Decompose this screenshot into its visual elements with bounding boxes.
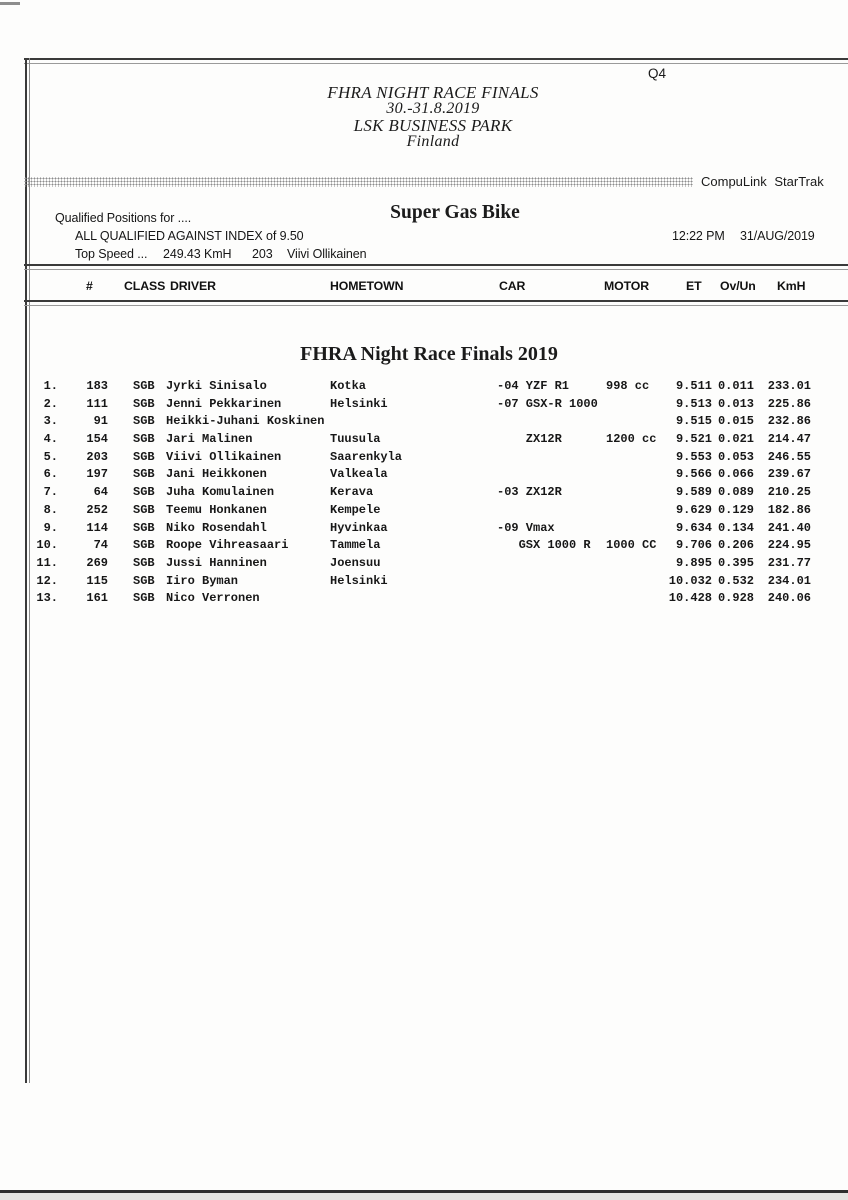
cell-position: 4. xyxy=(43,432,58,447)
table-row xyxy=(0,450,848,468)
col-header-et: ET xyxy=(686,279,702,293)
cell-class: SGB xyxy=(133,414,155,429)
cell-et: 9.566 xyxy=(675,467,712,482)
cell-ovun: 0.011 xyxy=(717,379,754,393)
cell-ovun: 0.089 xyxy=(717,485,754,500)
cell-driver: Niko Rosendahl xyxy=(166,520,267,535)
cell-ovun: 0.395 xyxy=(717,555,754,570)
cell-driver: Jussi Hanninen xyxy=(166,555,267,570)
cell-hometown: Kotka xyxy=(330,379,367,393)
col-header-ovun: Ov/Un xyxy=(720,279,756,293)
round-label: Q4 xyxy=(648,66,667,81)
cell-car: -04 YZF R1 xyxy=(497,379,570,393)
cell-hometown: Tammela xyxy=(330,538,381,553)
cell-class: SGB xyxy=(133,449,155,464)
top-speed-holder-name: Viivi Ollikainen xyxy=(287,247,367,261)
cell-motor: 1200 cc xyxy=(606,432,657,447)
cell-ovun: 0.066 xyxy=(717,467,754,482)
col-header-kmh: KmH xyxy=(777,279,806,293)
cell-et: 10.428 xyxy=(668,591,712,606)
cell-ovun: 0.134 xyxy=(717,520,754,535)
table-row xyxy=(0,503,848,521)
scan-edge-artifact xyxy=(0,2,20,5)
cell-et: 9.521 xyxy=(675,432,712,447)
col-header-car: CAR xyxy=(499,279,526,293)
event-dates: 30.-31.8.2019 xyxy=(386,100,480,117)
table-row xyxy=(0,591,848,609)
table-row xyxy=(0,538,848,556)
cell-car: -07 GSX-R 1000 xyxy=(497,396,598,411)
cell-kmh: 182.86 xyxy=(767,502,811,517)
cell-ovun: 0.206 xyxy=(717,538,754,553)
cell-driver: Jenni Pekkarinen xyxy=(166,396,282,411)
table-row xyxy=(0,521,848,539)
cell-driver: Heikki-Juhani Koskinen xyxy=(166,414,325,429)
cell-driver: Jari Malinen xyxy=(166,432,253,447)
col-header-pos-number: # xyxy=(86,279,93,293)
cell-et: 9.895 xyxy=(675,555,712,570)
cell-position: 2. xyxy=(43,396,58,411)
cell-et: 9.511 xyxy=(675,379,712,393)
qualified-positions-label: Qualified Positions for .... xyxy=(55,211,192,225)
cell-hometown: Helsinki xyxy=(330,573,388,588)
cell-number: 269 xyxy=(86,555,108,570)
cell-kmh: 233.01 xyxy=(767,379,811,393)
cell-position: 6. xyxy=(43,467,58,482)
cell-kmh: 246.55 xyxy=(767,449,811,464)
cell-hometown: Kempele xyxy=(330,502,381,517)
cell-number: 154 xyxy=(86,432,108,447)
cell-class: SGB xyxy=(133,591,155,606)
cell-et: 10.032 xyxy=(668,573,712,588)
table-header-row xyxy=(0,279,848,295)
cell-et: 9.629 xyxy=(675,502,712,517)
cell-class: SGB xyxy=(133,432,155,447)
cell-number: 197 xyxy=(86,467,108,482)
cell-ovun: 0.015 xyxy=(717,414,754,429)
top-speed-holder-number: 203 xyxy=(252,247,273,261)
cell-number: 183 xyxy=(86,379,108,393)
cell-motor: 998 cc xyxy=(606,379,650,393)
cell-class: SGB xyxy=(133,502,155,517)
table-row xyxy=(0,397,848,415)
cell-et: 9.706 xyxy=(675,538,712,553)
cell-hometown: Joensuu xyxy=(330,555,381,570)
cell-driver: Nico Verronen xyxy=(166,591,260,606)
cell-car: ZX12R xyxy=(497,432,562,447)
cell-et: 9.513 xyxy=(675,396,712,411)
cell-driver: Jani Heikkonen xyxy=(166,467,267,482)
results-table xyxy=(0,379,848,609)
page-bottom-shadow xyxy=(0,1193,848,1200)
cell-position: 9. xyxy=(43,520,58,535)
cell-class: SGB xyxy=(133,379,155,393)
cell-hometown: Helsinki xyxy=(330,396,388,411)
dotted-separator-band xyxy=(24,177,693,187)
cell-number: 161 xyxy=(86,591,108,606)
cell-position: 7. xyxy=(43,485,58,500)
cell-class: SGB xyxy=(133,573,155,588)
cell-ovun: 0.013 xyxy=(717,396,754,411)
cell-kmh: 225.86 xyxy=(767,396,811,411)
index-line: ALL QUALIFIED AGAINST INDEX of 9.50 xyxy=(75,229,304,243)
cell-position: 11. xyxy=(36,555,58,570)
cell-hometown: Hyvinkaa xyxy=(330,520,388,535)
cell-car: GSX 1000 R xyxy=(497,538,591,553)
cell-driver: Viivi Ollikainen xyxy=(166,449,282,464)
cell-driver: Iiro Byman xyxy=(166,573,239,588)
event-country: Finland xyxy=(406,133,460,150)
cell-car: -09 Vmax xyxy=(497,520,555,535)
cell-number: 91 xyxy=(93,414,108,429)
table-row xyxy=(0,556,848,574)
cell-ovun: 0.053 xyxy=(717,449,754,464)
print-date: 31/AUG/2019 xyxy=(740,229,815,243)
cell-position: 10. xyxy=(36,538,58,553)
cell-number: 203 xyxy=(86,449,108,464)
cell-number: 74 xyxy=(93,538,108,553)
cell-kmh: 214.47 xyxy=(767,432,811,447)
cell-kmh: 224.95 xyxy=(767,538,811,553)
event-header xyxy=(18,84,848,151)
cell-driver: Jyrki Sinisalo xyxy=(166,379,267,393)
cell-class: SGB xyxy=(133,555,155,570)
cell-driver: Teemu Honkanen xyxy=(166,502,267,517)
cell-hometown: Kerava xyxy=(330,485,374,500)
col-header-driver: DRIVER xyxy=(170,279,216,293)
cell-ovun: 0.021 xyxy=(717,432,754,447)
table-row xyxy=(0,485,848,503)
cell-position: 5. xyxy=(43,449,58,464)
cell-kmh: 241.40 xyxy=(767,520,811,535)
cell-position: 1. xyxy=(43,379,58,393)
timing-system-label: CompuLink StarTrak xyxy=(701,174,824,189)
cell-kmh: 210.25 xyxy=(767,485,811,500)
cell-class: SGB xyxy=(133,538,155,553)
table-row xyxy=(0,467,848,485)
print-time: 12:22 PM xyxy=(672,229,725,243)
cell-kmh: 231.77 xyxy=(767,555,811,570)
table-header-bottom-rule xyxy=(24,300,848,306)
cell-kmh: 239.67 xyxy=(767,467,811,482)
table-row xyxy=(0,414,848,432)
cell-number: 114 xyxy=(86,520,108,535)
cell-number: 252 xyxy=(86,502,108,517)
cell-position: 13. xyxy=(36,591,58,606)
cell-ovun: 0.129 xyxy=(717,502,754,517)
cell-number: 115 xyxy=(86,573,108,588)
cell-number: 111 xyxy=(86,396,108,411)
col-header-hometown: HOMETOWN xyxy=(330,279,404,293)
cell-car: -03 ZX12R xyxy=(497,485,562,500)
cell-position: 3. xyxy=(43,414,58,429)
table-row xyxy=(0,574,848,592)
cell-class: SGB xyxy=(133,467,155,482)
cell-class: SGB xyxy=(133,396,155,411)
cell-kmh: 240.06 xyxy=(767,591,811,606)
cell-driver: Roope Vihreasaari xyxy=(166,538,289,553)
cell-et: 9.515 xyxy=(675,414,712,429)
cell-hometown: Saarenkyla xyxy=(330,449,403,464)
class-name: Super Gas Bike xyxy=(390,202,520,223)
page-frame-top-line xyxy=(24,58,848,64)
table-row xyxy=(0,379,848,397)
cell-motor: 1000 CC xyxy=(606,538,657,553)
event-title: FHRA NIGHT RACE FINALS xyxy=(327,83,539,102)
cell-hometown: Valkeala xyxy=(330,467,388,482)
cell-et: 9.634 xyxy=(675,520,712,535)
cell-kmh: 232.86 xyxy=(767,414,811,429)
cell-hometown: Tuusula xyxy=(330,432,381,447)
top-speed-label: Top Speed ... xyxy=(75,247,148,261)
cell-ovun: 0.532 xyxy=(717,573,754,588)
cell-ovun: 0.928 xyxy=(717,591,754,606)
cell-position: 12. xyxy=(36,573,58,588)
cell-driver: Juha Komulainen xyxy=(166,485,275,500)
cell-class: SGB xyxy=(133,520,155,535)
cell-et: 9.553 xyxy=(675,449,712,464)
cell-position: 8. xyxy=(43,502,58,517)
cell-kmh: 234.01 xyxy=(767,573,811,588)
table-row xyxy=(0,432,848,450)
col-header-class: CLASS xyxy=(124,279,166,293)
results-section-title: FHRA Night Race Finals 2019 xyxy=(300,343,558,365)
cell-class: SGB xyxy=(133,485,155,500)
table-header-top-rule xyxy=(24,264,848,270)
cell-number: 64 xyxy=(93,485,108,500)
top-speed-value: 249.43 KmH xyxy=(163,247,232,261)
event-venue: LSK BUSINESS PARK xyxy=(353,115,513,135)
col-header-motor: MOTOR xyxy=(604,279,650,293)
cell-et: 9.589 xyxy=(675,485,712,500)
